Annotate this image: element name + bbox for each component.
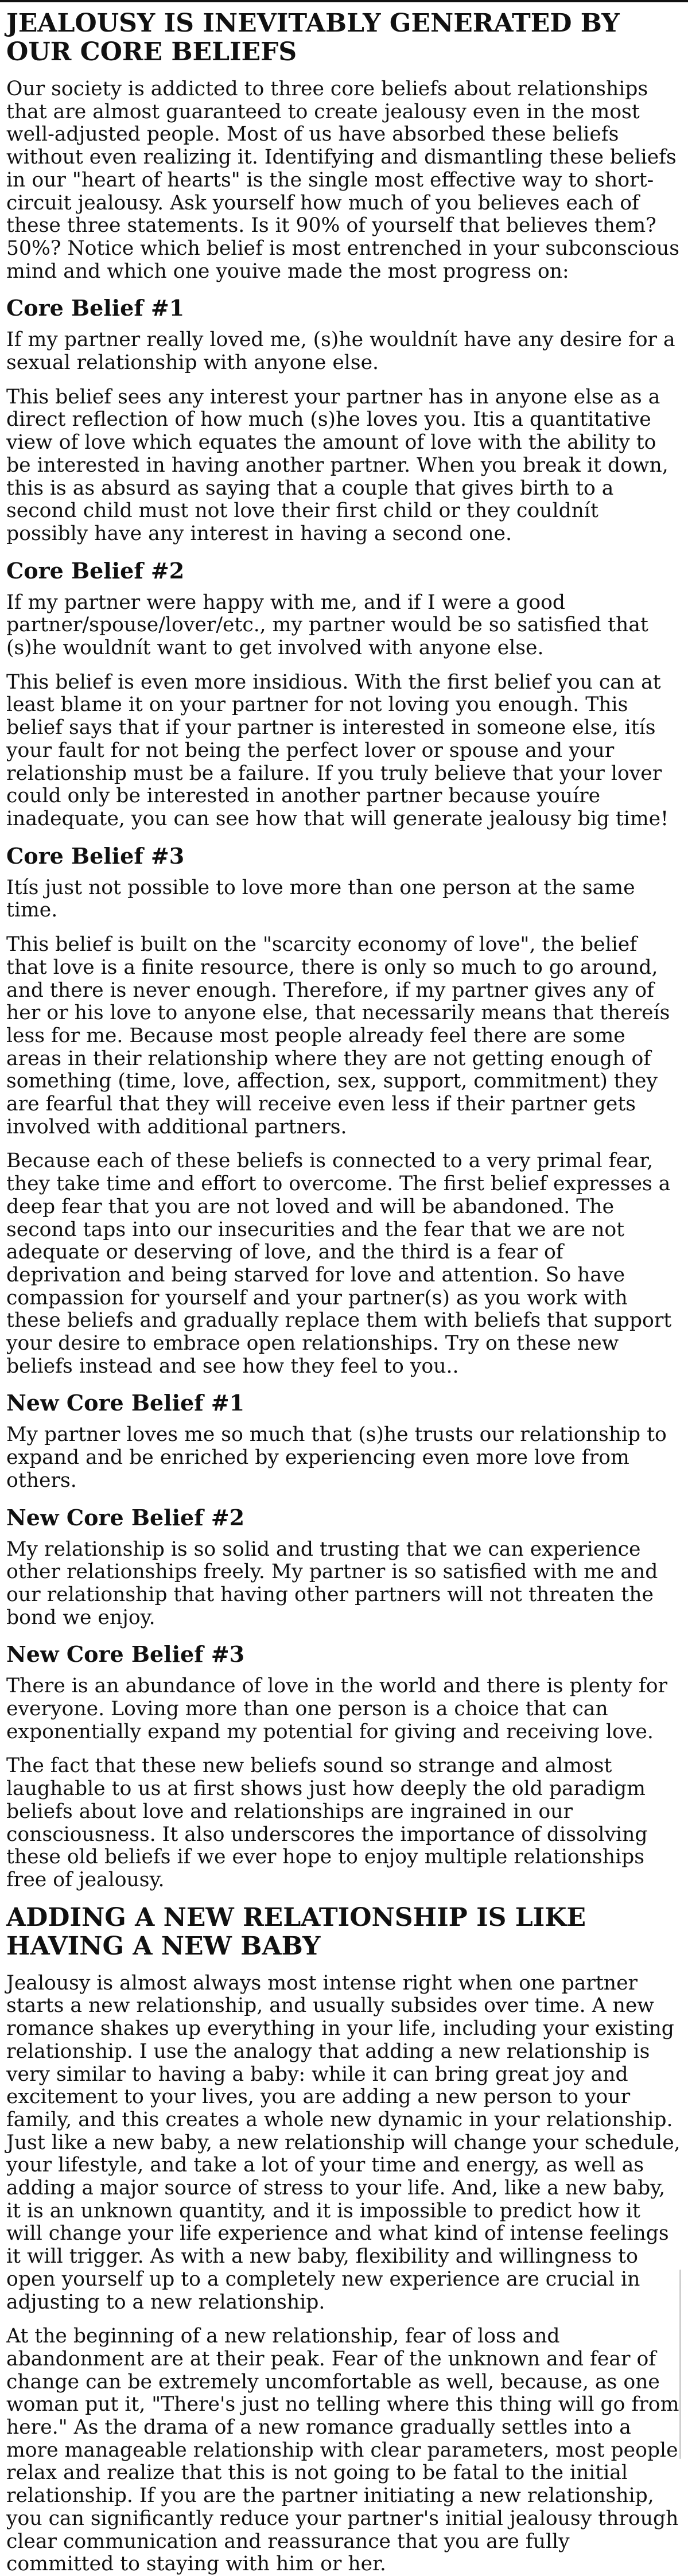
core-belief-2-explanation: This belief is even more insidious. With the first belief you can at least blame it on your partner for not loving you enough. This belief says that if your partner is interested in someone else, itís your fault for not being the perfect lover or spouse and your relationship must be a failure. If you truly believe that your lover could only be interested in another partner because youíre inadequate, you can see how that will generate jealousy big time! [6, 670, 668, 830]
scrollbar-thumb[interactable] [679, 2270, 681, 2459]
intro-paragraph: Our society is addicted to three core beliefs about relationships that are almost guaranteed to create jealousy even in the most well-adjusted people. Most of us have absorbed these beliefs without even realizing it. Identifying and dismantling these beliefs in our "heart of hearts" is the single most effective way to short-circuit jealousy. Ask yourself how much of you believes each of these three statements. Is it 90% of yourself that believes them? 50%? Notice which belief is most entrenched in your subconscious mind and which one youive made the most progress on: [6, 77, 679, 283]
new-core-belief-2-title: New Core Belief #2 [6, 1504, 245, 1530]
core-belief-2-statement: If my partner were happy with me, and if I were a good partner/spouse/lover/etc., my partner would be so satisfied that (s)he wouldnít want to get involved with anyone else. [6, 590, 648, 660]
new-core-belief-3-title: New Core Belief #3 [6, 1641, 245, 1668]
primal-fears-paragraph: Because each of these beliefs is connected to a very primal fear, they take time and effort to overcome. The first belief expresses a deep fear that you are not loved and will be abandoned. The second taps into our insecurities and the fear that we are not adequate or deserving of love, and the third is a fear of deprivation and being starved for love and attention. So have compassion for yourself and your partner(s) as you work with these beliefs and gradually replace them with beliefs that support your desire to embrace open relationships. Try on these new beliefs instead and see how they feel to you.. [6, 1149, 672, 1378]
new-core-belief-1-statement: My partner loves me so much that (s)he trusts our relationship to expand and be enriched by experiencing even more love from others. [6, 1423, 667, 1492]
new-relationship-paragraph-2: At the beginning of a new relationship, fear of loss and abandonment are at their peak. Fear of the unknown and fear of change can be extremely uncomfortable as well, because, as one woman put it, "There's just no telling where this thing will go from here." As the drama of a new romance gradually settles into a more manageable relationship with clear parameters, most people relax and realize that this is not going to be fatal to the initial relationship. If you are the partner initiating a new relationship, you can significantly reduce your partner's initial jealousy through clear communication and reassurance that you are fully committed to staying with him or her. [6, 2325, 679, 2576]
core-belief-1-title: Core Belief #1 [6, 295, 185, 321]
closing-paragraph: The fact that these new beliefs sound so strange and almost laughable to us at first shows just how deeply the old paradigm beliefs about love and relationships are ingrained in our consciousness. It also underscores the importance of dissolving these old beliefs if we ever hope to enjoy multiple relationships free of jealousy. [6, 1754, 648, 1891]
core-belief-3-title: Core Belief #3 [6, 842, 185, 869]
core-belief-2-title: Core Belief #2 [6, 557, 185, 584]
section-heading-new-relationship: ADDING A NEW RELATIONSHIP IS LIKE HAVING A NEW BABY [6, 1902, 586, 1961]
new-core-belief-3-statement: There is an abundance of love in the world and there is plenty for everyone. Loving more than one person is a choice that can exponentially expand my potential for giving and receiving love. [6, 1674, 668, 1743]
core-belief-1-explanation: This belief sees any interest your partner has in anyone else as a direct reflection of how much (s)he loves you. Itis a quantitative view of love which equates the amount of love with the ability to be interested in having another partner. When you break it down, this is as absurd as saying that a couple that gives birth to a second child must not love their first child or they couldnít possibly have any interest in having a second one. [6, 385, 668, 545]
new-core-belief-1-title: New Core Belief #1 [6, 1390, 245, 1416]
core-belief-1-statement: If my partner really loved me, (s)he wouldnít have any desire for a sexual relationship with anyone else. [6, 328, 675, 375]
section-new-relationship [6, 1903, 682, 2576]
new-core-belief-2-statement: My relationship is so solid and trusting that we can experience other relationships freely. My partner is so satisfied with me and our relationship that having other partners will not threaten the bond we enjoy. [6, 1537, 658, 1629]
new-relationship-paragraph-1: Jealousy is almost always most intense right when one partner starts a new relationship, and usually subsides over time. A new romance shakes up everything in your life, including your existing relationship. I use the analogy that adding a new relationship is very similar to having a baby: while it can bring great joy and excitement to your lives, you are adding a new person to your family, and this creates a whole new dynamic in your relationship. Just like a new baby, a new relationship will change your schedule, your lifestyle, and take a lot of your time and energy, as well as adding a major source of stress to your life. And, like a new baby, it is an unknown quantity, and it is impossible to predict how it will change your life experience and what kind of intense feelings it will trigger. As with a new baby, flexibility and willingness to open yourself up to a completely new experience are crucial in adjusting to a new relationship. [6, 1971, 681, 2314]
section-heading-core-beliefs: JEALOUSY IS INEVITABLY GENERATED BY OUR CORE BELIEFS [6, 9, 620, 67]
section-core-beliefs [6, 9, 682, 1892]
core-belief-3-statement: Itís just not possible to love more than one person at the same time. [6, 876, 635, 922]
core-belief-3-explanation: This belief is built on the "scarcity economy of love", the belief that love is a finite resource, there is only so much to go around, and there is never enough. Therefore, if my partner gives any of her or his love to anyone else, that necessarily means that thereís less for me. Because most people already feel there are some areas in their relationship where they are not getting enough of something (time, love, affection, sex, support, commitment) they are fearful that they will receive even less if their partner gets involved with additional partners. [6, 933, 670, 1139]
article [0, 2, 688, 2576]
